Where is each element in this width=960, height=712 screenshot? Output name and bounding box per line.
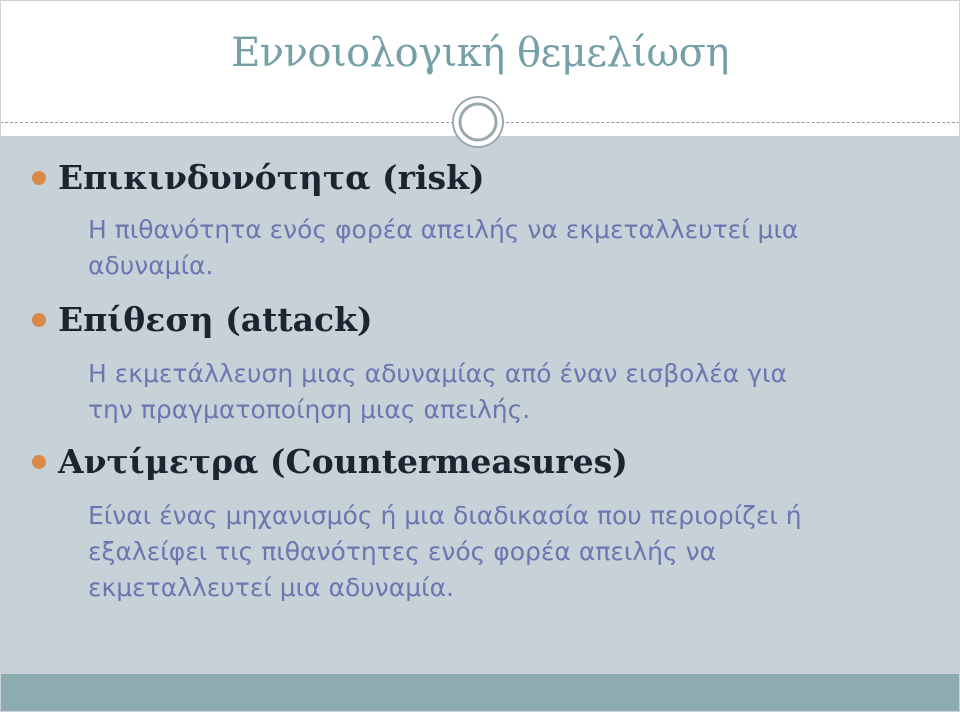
description-line: την πραγματοποίηση μιας απειλής. bbox=[88, 395, 531, 424]
description-line: Η εκμετάλλευση μιας αδυναμίας από έναν εισβολέα για bbox=[88, 359, 787, 388]
item-heading: Αντίμετρα (Countermeasures) bbox=[58, 442, 628, 481]
item-description bbox=[88, 356, 928, 428]
circle-bullet-icon bbox=[32, 171, 46, 185]
description-line: αδυναμία. bbox=[88, 251, 214, 280]
circle-bullet-icon bbox=[32, 313, 46, 327]
description-line: εκμεταλλευτεί μια αδυναμία. bbox=[88, 573, 455, 602]
list-item bbox=[32, 158, 485, 197]
item-heading: Επίθεση (attack) bbox=[58, 300, 373, 339]
description-line: Είναι ένας μηχανισμός ή μια διαδικασία που περιορίζει ή bbox=[88, 501, 802, 530]
description-line: εξαλείφει τις πιθανότητες ενός φορέα απειλής να bbox=[88, 537, 717, 566]
bullet-list bbox=[0, 136, 960, 674]
footer-bar bbox=[0, 674, 960, 712]
list-item bbox=[32, 300, 373, 339]
circle-bullet-icon bbox=[32, 455, 46, 469]
description-line: Η πιθανότητα ενός φορέα απειλής να εκμεταλλευτεί μια bbox=[88, 215, 799, 244]
item-description bbox=[88, 498, 928, 606]
item-description bbox=[88, 212, 928, 284]
list-item bbox=[32, 442, 628, 481]
slide-title: Εννοιολογική θεμελίωση bbox=[231, 30, 729, 76]
item-heading: Επικινδυνότητα (risk) bbox=[58, 158, 485, 197]
